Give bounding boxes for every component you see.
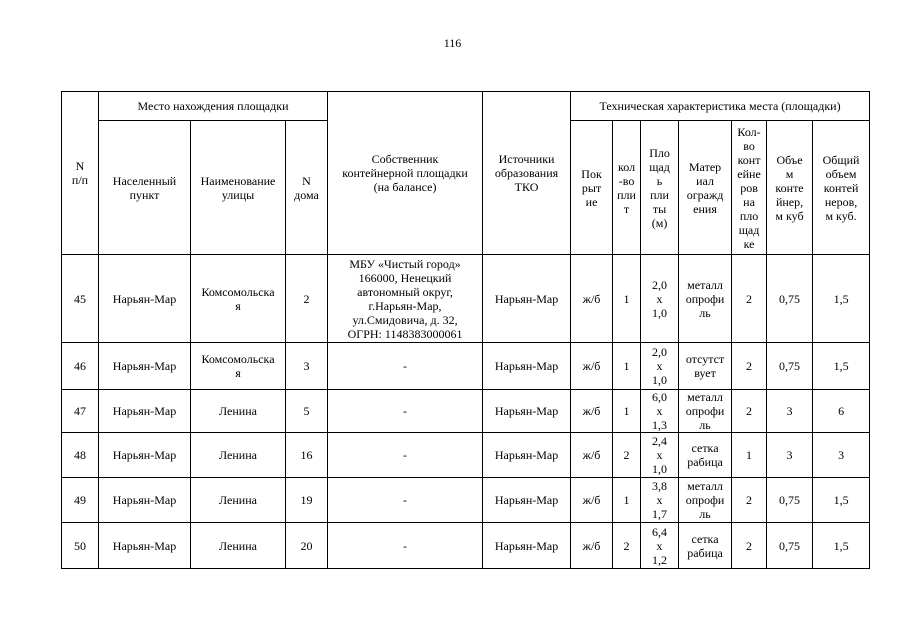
cell-area: 2,4 х 1,0 — [641, 433, 679, 478]
cell-containers: 1 — [732, 433, 767, 478]
table-row — [62, 255, 870, 343]
cell-street: Комсомольска я — [191, 343, 286, 390]
header-tech-group: Техническая характеристика места (площадки) — [571, 92, 870, 121]
container-sites-table — [61, 91, 870, 569]
cell-volume: 0,75 — [767, 255, 813, 343]
cell-area: 6,4 х 1,2 — [641, 523, 679, 569]
header-containers: Кол- во конт ейне ров на пло щад ке — [732, 121, 767, 255]
cell-house: 20 — [286, 523, 328, 569]
cell-surface: ж/б — [571, 433, 613, 478]
cell-slabs: 2 — [613, 433, 641, 478]
cell-containers: 2 — [732, 523, 767, 569]
cell-num: 49 — [62, 478, 99, 523]
cell-surface: ж/б — [571, 343, 613, 390]
cell-source: Нарьян-Мар — [483, 523, 571, 569]
cell-surface: ж/б — [571, 523, 613, 569]
cell-slabs: 1 — [613, 478, 641, 523]
cell-settlement: Нарьян-Мар — [99, 390, 191, 433]
cell-containers: 2 — [732, 478, 767, 523]
cell-source: Нарьян-Мар — [483, 433, 571, 478]
cell-volume: 0,75 — [767, 523, 813, 569]
cell-surface: ж/б — [571, 478, 613, 523]
cell-slabs: 1 — [613, 343, 641, 390]
cell-fence: металл опрофи ль — [679, 478, 732, 523]
page-number: 116 — [443, 36, 462, 50]
cell-house: 16 — [286, 433, 328, 478]
cell-num: 47 — [62, 390, 99, 433]
cell-source: Нарьян-Мар — [483, 390, 571, 433]
cell-owner: - — [328, 390, 483, 433]
table-row — [62, 433, 870, 478]
table-row — [62, 478, 870, 523]
cell-street: Ленина — [191, 390, 286, 433]
cell-slabs: 2 — [613, 523, 641, 569]
cell-settlement: Нарьян-Мар — [99, 523, 191, 569]
cell-house: 19 — [286, 478, 328, 523]
header-sources: Источники образования ТКО — [483, 92, 571, 255]
cell-fence: отсутст вует — [679, 343, 732, 390]
cell-total: 6 — [813, 390, 870, 433]
cell-street: Ленина — [191, 523, 286, 569]
cell-source: Нарьян-Мар — [483, 255, 571, 343]
cell-house: 2 — [286, 255, 328, 343]
table-row — [62, 343, 870, 390]
cell-surface: ж/б — [571, 390, 613, 433]
cell-volume: 0,75 — [767, 343, 813, 390]
cell-total: 1,5 — [813, 478, 870, 523]
cell-settlement: Нарьян-Мар — [99, 255, 191, 343]
cell-volume: 0,75 — [767, 478, 813, 523]
cell-slabs: 1 — [613, 255, 641, 343]
cell-area: 2,0 х 1,0 — [641, 255, 679, 343]
cell-volume: 3 — [767, 390, 813, 433]
cell-owner: - — [328, 343, 483, 390]
header-surface: Пок рыт ие — [571, 121, 613, 255]
cell-num: 46 — [62, 343, 99, 390]
cell-area: 3,8 х 1,7 — [641, 478, 679, 523]
cell-owner: - — [328, 433, 483, 478]
cell-num: 45 — [62, 255, 99, 343]
cell-surface: ж/б — [571, 255, 613, 343]
header-location-group: Место нахождения площадки — [99, 92, 328, 121]
cell-volume: 3 — [767, 433, 813, 478]
cell-total: 3 — [813, 433, 870, 478]
cell-owner: МБУ «Чистый город» 166000, Ненецкий автономный округ, г.Нарьян-Мар, ул.Смидовича, д. 32, ОГРН: 1148383000061 — [328, 255, 483, 343]
cell-house: 3 — [286, 343, 328, 390]
header-total-volume: Общий объем контей неров, м куб. — [813, 121, 870, 255]
cell-containers: 2 — [732, 343, 767, 390]
cell-house: 5 — [286, 390, 328, 433]
cell-slabs: 1 — [613, 390, 641, 433]
header-volume: Объе м конте йнер, м куб — [767, 121, 813, 255]
cell-street: Ленина — [191, 478, 286, 523]
cell-fence: сетка рабица — [679, 523, 732, 569]
cell-fence: металл опрофи ль — [679, 390, 732, 433]
header-fence: Матер иал огражд ения — [679, 121, 732, 255]
header-row-top — [62, 92, 870, 121]
cell-num: 48 — [62, 433, 99, 478]
cell-num: 50 — [62, 523, 99, 569]
cell-street: Комсомольска я — [191, 255, 286, 343]
header-slab-count: кол -во пли т — [613, 121, 641, 255]
header-area: Пло щад ь пли ты (м) — [641, 121, 679, 255]
cell-settlement: Нарьян-Мар — [99, 433, 191, 478]
cell-source: Нарьян-Мар — [483, 478, 571, 523]
cell-fence: сетка рабица — [679, 433, 732, 478]
header-street: Наименование улицы — [191, 121, 286, 255]
header-owner: Собственник контейнерной площадки (на балансе) — [328, 92, 483, 255]
cell-total: 1,5 — [813, 343, 870, 390]
table-row — [62, 523, 870, 569]
table-row — [62, 390, 870, 433]
cell-owner: - — [328, 523, 483, 569]
cell-total: 1,5 — [813, 523, 870, 569]
cell-area: 6,0 х 1,3 — [641, 390, 679, 433]
cell-settlement: Нарьян-Мар — [99, 478, 191, 523]
header-num: N п/п — [62, 92, 99, 255]
cell-containers: 2 — [732, 255, 767, 343]
cell-street: Ленина — [191, 433, 286, 478]
cell-owner: - — [328, 478, 483, 523]
cell-source: Нарьян-Мар — [483, 343, 571, 390]
cell-fence: металл опрофи ль — [679, 255, 732, 343]
cell-area: 2,0 х 1,0 — [641, 343, 679, 390]
header-settlement: Населенный пункт — [99, 121, 191, 255]
cell-total: 1,5 — [813, 255, 870, 343]
cell-settlement: Нарьян-Мар — [99, 343, 191, 390]
cell-containers: 2 — [732, 390, 767, 433]
header-house: N дома — [286, 121, 328, 255]
